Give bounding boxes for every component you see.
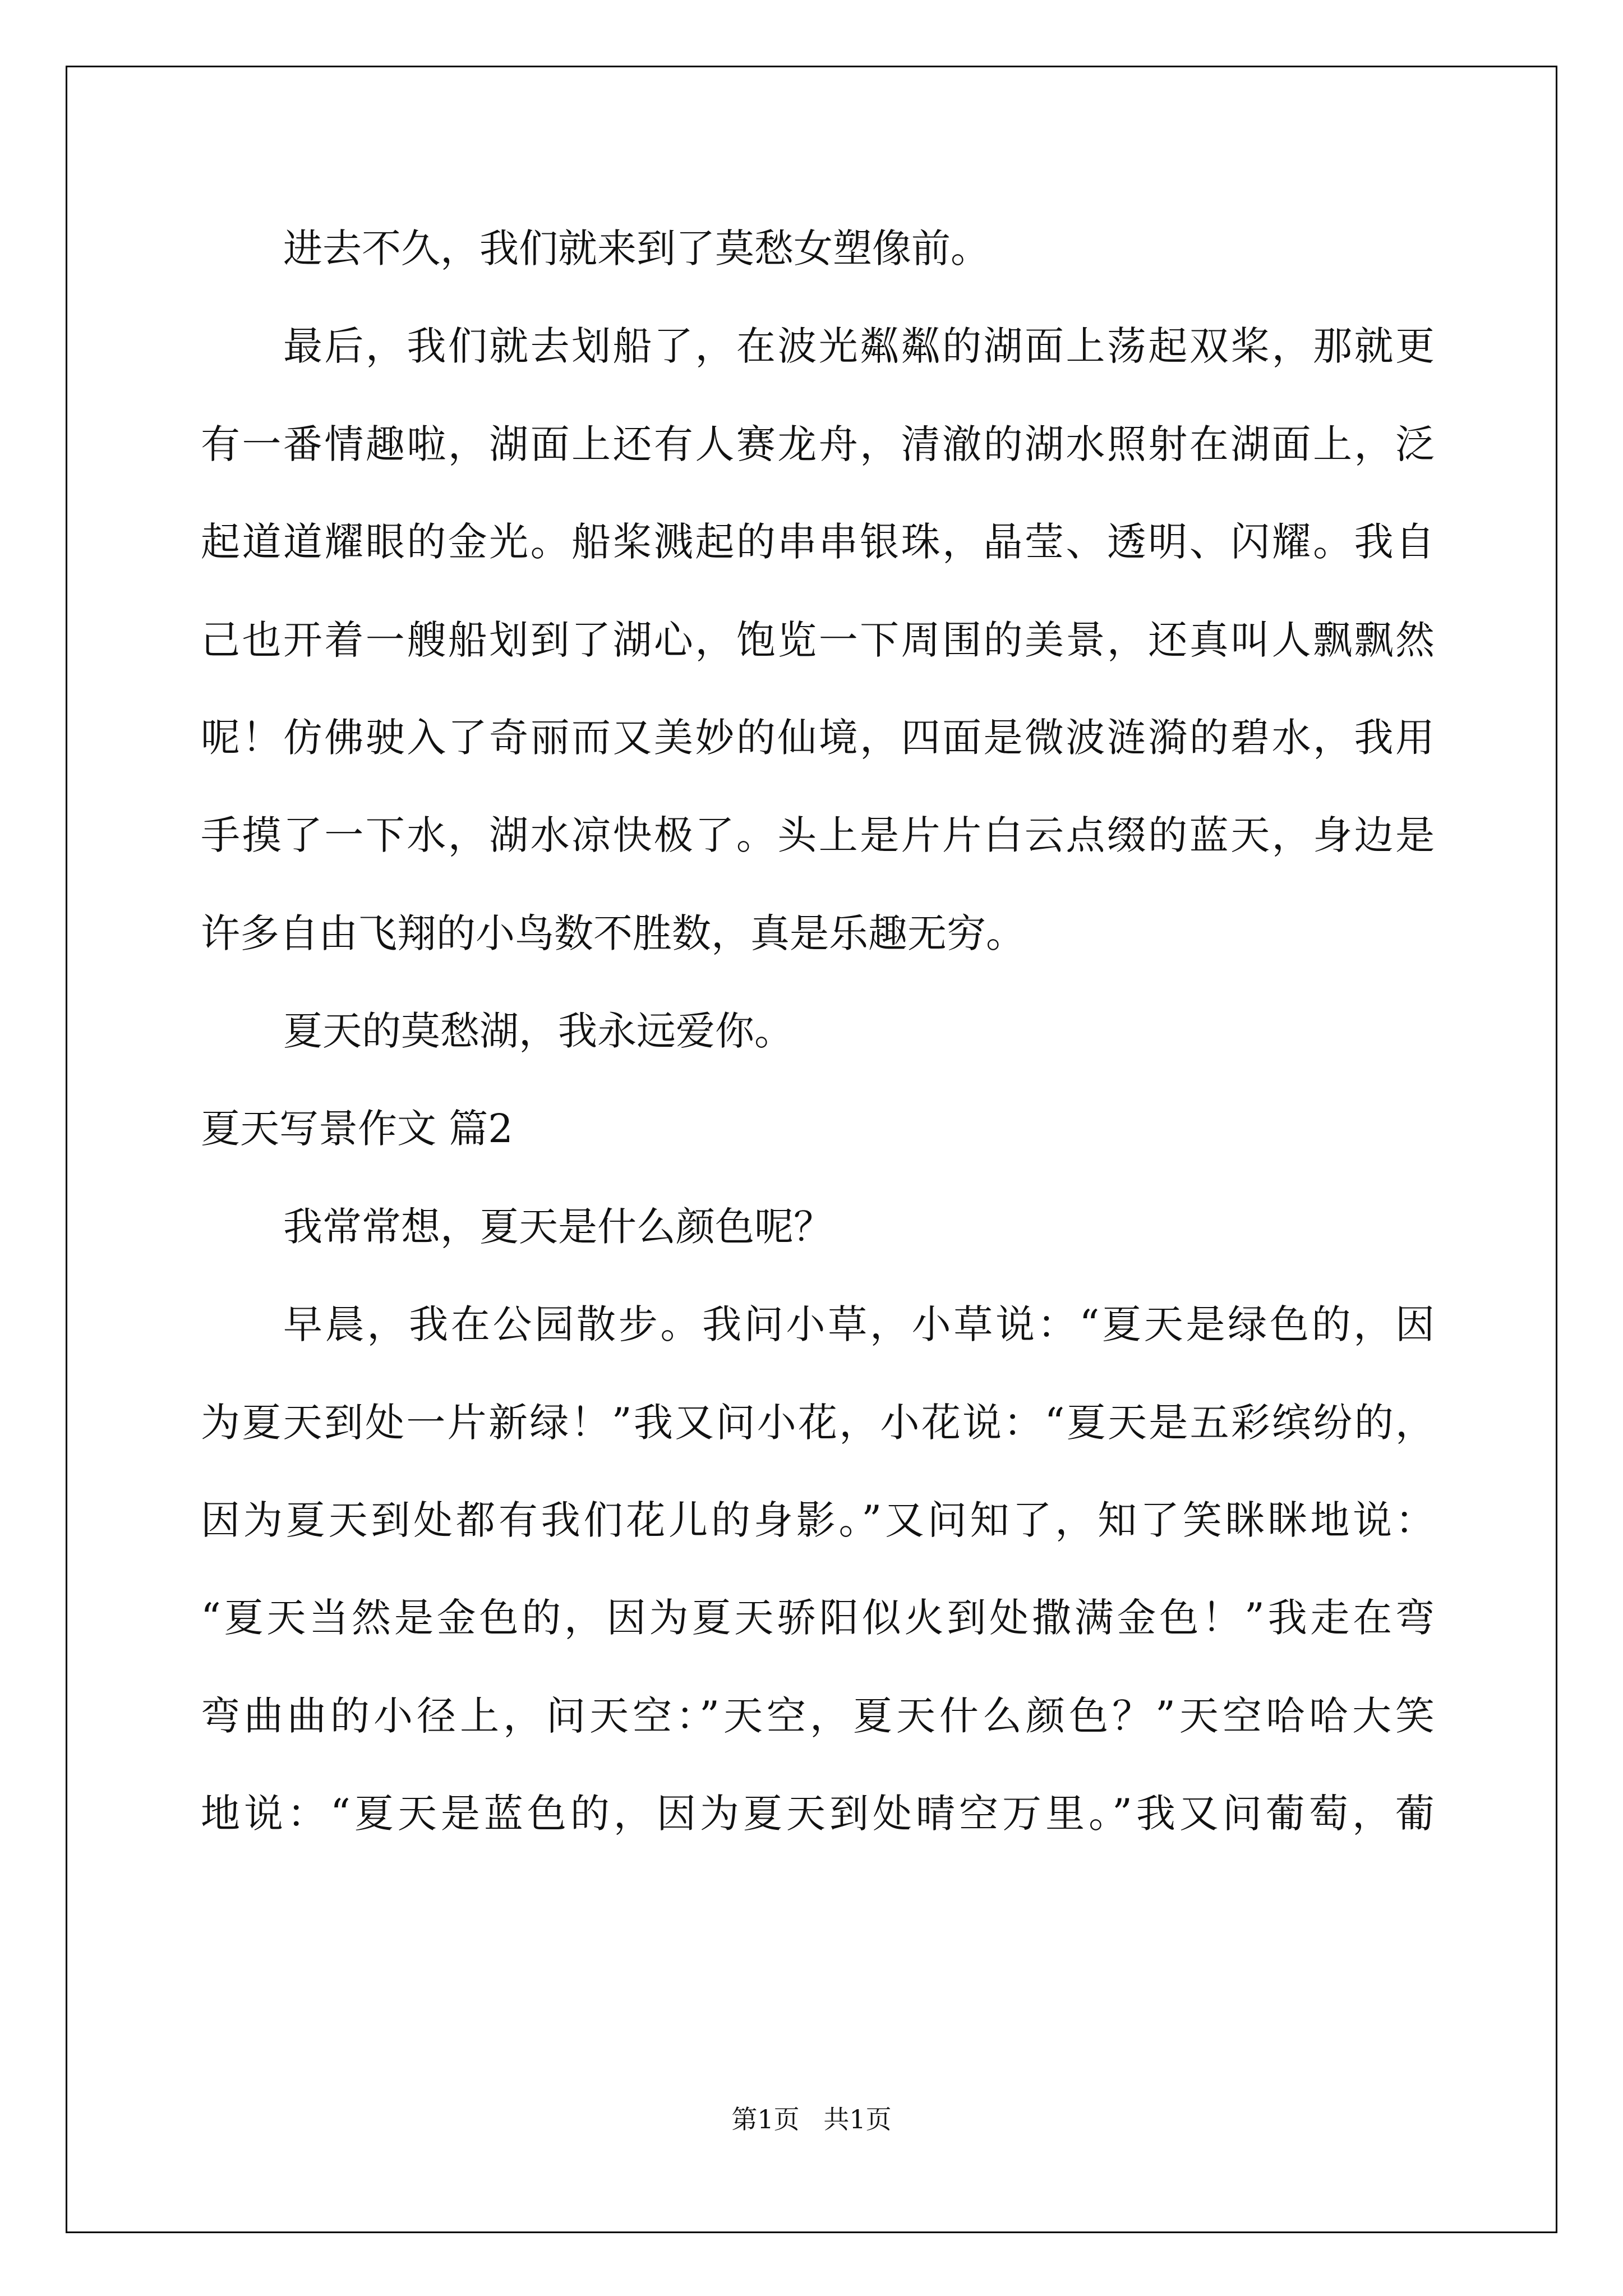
paragraph-line: 有一番情趣啦，湖面上还有人赛龙舟，清澈的湖水照射在湖面上，泛: [201, 421, 1435, 467]
paragraph-line: 最后，我们就去划船了，在波光粼粼的湖面上荡起双桨，那就更: [283, 323, 1435, 369]
paragraph-line: 许多自由飞翔的小鸟数不胜数，真是乐趣无穷。: [201, 910, 1025, 956]
paragraph-line: 弯曲曲的小径上，问天空：”天空，夏天什么颜色？”天空哈哈大笑: [201, 1693, 1435, 1739]
page-total: 共1页: [823, 2104, 892, 2134]
paragraph-line: 进去不久，我们就来到了莫愁女塑像前。: [283, 226, 990, 272]
paragraph-line: 夏天的莫愁湖，我永远爱你。: [283, 1008, 794, 1054]
paragraph-line: 早晨，我在公园散步。我问小草，小草说：“夏天是绿色的，因: [283, 1301, 1435, 1347]
paragraph-line: 地说：“夏天是蓝色的，因为夏天到处晴空万里。”我又问葡萄，葡: [201, 1791, 1435, 1837]
paragraph-line: 我常常想，夏天是什么颜色呢？: [283, 1204, 833, 1250]
paragraph-line: 己也开着一艘船划到了湖心，饱览一下周围的美景，还真叫人飘飘然: [201, 617, 1435, 663]
paragraph-line: 手摸了一下水，湖水凉快极了。头上是片片白云点缀的蓝天，身边是: [201, 812, 1435, 858]
paragraph-line: “夏天当然是金色的，因为夏天骄阳似火到处撒满金色！”我走在弯: [201, 1595, 1435, 1641]
paragraph-line: 为夏天到处一片新绿！”我又问小花，小花说：“夏天是五彩缤纷的，: [201, 1400, 1435, 1446]
page-number: 第1页: [731, 2104, 800, 2134]
page-footer: [0, 2102, 1623, 2136]
paragraph-line: 因为夏天到处都有我们花儿的身影。”又问知了，知了笑眯眯地说：: [201, 1497, 1435, 1543]
paragraph-line: 呢！仿佛驶入了奇丽而又美妙的仙境，四面是微波涟漪的碧水，我用: [201, 715, 1435, 761]
section-heading: 夏天写景作文 篇2: [201, 1106, 513, 1152]
paragraph-line: 起道道耀眼的金光。船桨溅起的串串银珠，晶莹、透明、闪耀。我自: [201, 519, 1435, 565]
